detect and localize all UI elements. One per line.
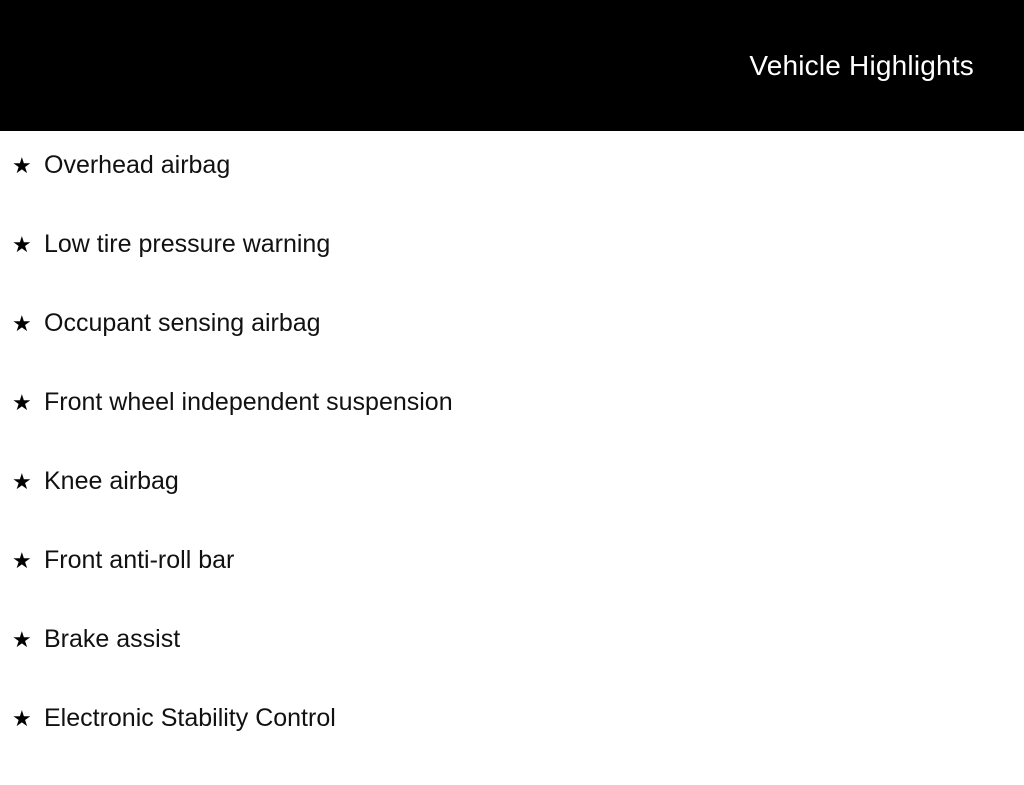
star-icon: ★ (12, 627, 32, 652)
header-bar (0, 0, 1024, 131)
star-icon: ★ (12, 706, 32, 731)
list-item-label: Low tire pressure warning (44, 230, 331, 258)
page-title: Vehicle Highlights (749, 49, 974, 81)
star-icon: ★ (12, 153, 32, 178)
star-icon: ★ (12, 548, 32, 573)
highlights-list (0, 131, 1024, 785)
list-item-label: Front wheel independent suspension (44, 388, 453, 416)
list-item (0, 390, 1024, 469)
list-item (0, 469, 1024, 548)
list-item-label: Brake assist (44, 625, 181, 653)
list-item-label: Occupant sensing airbag (44, 309, 321, 337)
star-icon: ★ (12, 469, 32, 494)
list-item-label: Overhead airbag (44, 151, 231, 179)
list-item-label: Electronic Stability Control (44, 704, 336, 732)
star-icon: ★ (12, 390, 32, 415)
list-item (0, 627, 1024, 706)
star-icon: ★ (12, 311, 32, 336)
list-item (0, 548, 1024, 627)
list-item-label: Knee airbag (44, 467, 179, 495)
list-item (0, 153, 1024, 232)
list-item-label: Front anti-roll bar (44, 546, 235, 574)
list-item (0, 232, 1024, 311)
list-item (0, 311, 1024, 390)
star-icon: ★ (12, 232, 32, 257)
list-item (0, 706, 1024, 785)
